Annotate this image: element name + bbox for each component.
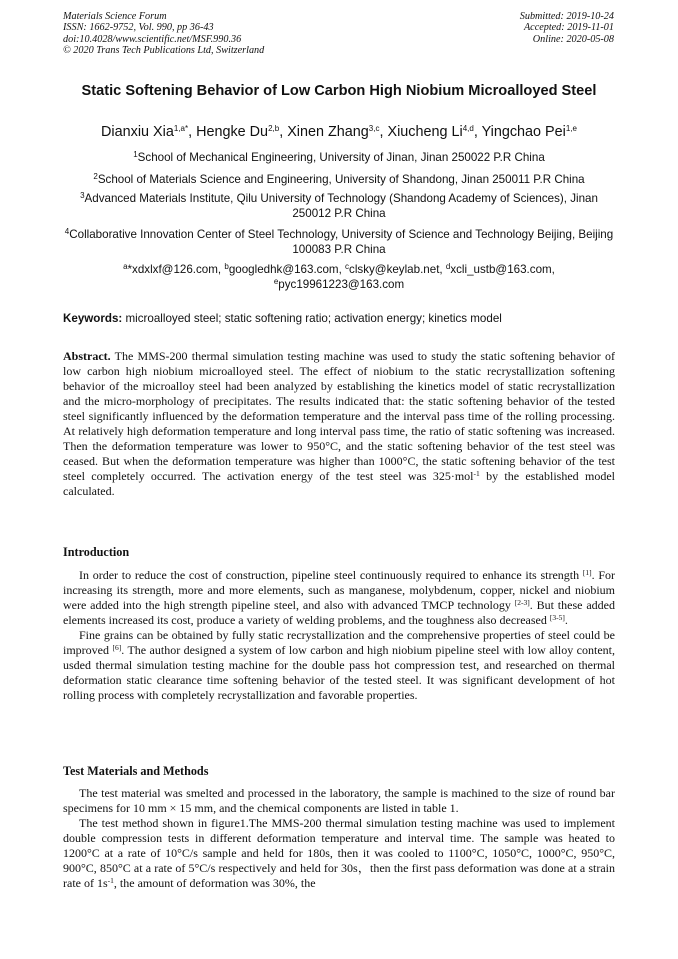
email-sup: e <box>273 276 279 286</box>
affiliation-sup: 3 <box>80 191 85 200</box>
affiliation-sup: 1 <box>133 150 138 159</box>
email-address: *xdxlxf@126.com <box>127 263 218 276</box>
citation-sup: [3-5] <box>549 612 565 622</box>
affiliation-sup: 2 <box>93 172 98 181</box>
affiliation <box>63 192 615 221</box>
accepted-date: Accepted: 2019-11-01 <box>523 22 614 34</box>
journal-name: Materials Science Forum <box>63 11 167 22</box>
affiliation-sup: 4 <box>64 227 70 236</box>
affiliation-text: Collaborative Innovation Center of Steel Technology, University of Science and Technology Beijing, Beijing 100083 P.R China <box>69 228 614 256</box>
citation-sup: [6] <box>112 642 122 652</box>
abstract-label: Abstract. <box>63 349 111 363</box>
introduction-paragraph <box>63 628 615 703</box>
paragraph-text: . But these added elements increased its cost, produce a variety of welding problems, and the toughness also decreased <box>63 597 615 627</box>
paragraph-text: . The author designed a system of low carbon and high niobium pipeline steel with low alloy content, usded thermal simulation testing machine for the double pass hot compression test, and researched on thermal deformation static clearance time softening behavior of the tested steel. It was significant development of hot rolling process with completely recrystallization and favorable properties. <box>63 642 615 702</box>
journal-doi: doi:10.4028/www.scientific.net/MSF.990.36 <box>63 33 242 45</box>
journal-issn: ISSN: 1662-9752, Vol. 990, pp 36-43 <box>63 22 214 34</box>
author-sup: 4,d <box>462 124 474 133</box>
author-name: Xiucheng Li <box>387 124 463 140</box>
author-name: Xinen Zhang <box>287 124 369 140</box>
introduction-heading: Introduction <box>63 545 130 559</box>
paragraph-text: , the amount of deformation was 30%, the <box>113 875 316 890</box>
methods-heading: Test Materials and Methods <box>63 764 209 778</box>
author-sup: 1,e <box>565 124 577 133</box>
paragraph-text: Fine grains can be obtained by fully static recrystallization and the comprehensive properties of steel could be improved <box>63 627 615 657</box>
abstract-sup: -1 <box>473 468 480 478</box>
methods-paragraph <box>63 816 615 891</box>
citation-sup: [1] <box>582 568 592 577</box>
paragraph-text: The test material was smelted and processed in the laboratory, the sample is machined to the size of round bar specimens for 10 mm × 15 mm, and the chemical components are listed in table 1. <box>63 786 615 815</box>
email-list: $^a$*xdxlxf@126.com, $^b$googledhk@163.com, $^c$clsky@keylab.net, $^d$xcli_ustb@163.com, $^e$pyc19961223@163.com <box>123 262 555 291</box>
email-address: googledhk@163.com <box>228 263 339 276</box>
email-address: pyc19961223@163.com <box>278 277 405 291</box>
email-address: xcli_ustb@163.com <box>450 263 552 276</box>
author-name: Hengke Du <box>196 124 269 140</box>
email-sup: c <box>345 262 350 271</box>
affiliation <box>63 151 615 166</box>
journal-copyright: © 2020 Trans Tech Publications Ltd, Switzerland <box>63 45 265 57</box>
paragraph-text: In order to reduce the cost of construction, pipeline steel continuously required to enhance its strength <box>79 568 583 582</box>
introduction-section <box>63 568 615 703</box>
affiliation <box>63 173 615 188</box>
affiliation-text: School of Mechanical Engineering, University of Jinan, Jinan 250022 P.R China <box>137 151 545 164</box>
abstract-text: The MMS-200 thermal simulation testing machine was used to study the static softening behavior of low carbon high niobium microalloyed steel. The effect of niobium to the static recrystallization softening behavior of the microalloy steel had been analyzed by establishing the kinetics model of static recrystallization and the micro-morphology of precipitates. The results indicated that: the static softening behavior of the tested steel significantly influenced by the deformation temperature and the interval pass time of the rolling processing. At relatively high deformation temperature and long interval pass time, the ratio of static softening was increased. Then the deformation temperature was lower to 950°C, and the static softening behavior of the test steel was ceased. But when the deformation temperature was higher than 1000°C, the static softening behavior of the test steel completely occurred. The activation energy of the test steel was 325·mol <box>63 349 615 483</box>
keywords <box>63 312 615 326</box>
email-address: clsky@keylab.net <box>349 263 440 276</box>
author-sup: 1,a* <box>173 124 189 133</box>
paper-title: Static Softening Behavior of Low Carbon High Niobium Microalloyed Steel <box>81 83 597 99</box>
author-name: Dianxiu Xia <box>101 124 174 140</box>
affiliation-text: School of Materials Science and Engineering, University of Shandong, Jinan 250011 P.R China <box>97 173 585 186</box>
email-sup: a <box>123 262 128 271</box>
journal-info <box>63 11 264 57</box>
author-name: Yingchao Pei <box>481 124 566 140</box>
methods-section <box>63 786 615 891</box>
introduction-paragraph <box>63 568 615 628</box>
author-sup: 3,c <box>368 124 380 133</box>
paragraph-text: . <box>564 612 568 627</box>
email-sup: d <box>445 262 451 271</box>
author-sup: 2,b <box>268 124 280 133</box>
abstract <box>63 349 615 499</box>
online-date: Online: 2020-05-08 <box>532 33 614 45</box>
keywords-text: microalloyed steel; static softening ratio; activation energy; kinetics model <box>125 312 502 325</box>
email-sup: b <box>224 262 229 271</box>
abstract-tail: by the established model calculated. <box>63 468 615 498</box>
methods-paragraph <box>63 786 615 816</box>
keywords-label: Keywords: <box>63 312 123 325</box>
author-list: Dianxiu Xia$^{1,a*}$, Hengke Du$^{2,b}$, Xinen Zhang$^{3,c}$, Xiucheng Li$^{4,d}$, Yingchao Pei$^{1,e}$ <box>101 124 577 140</box>
affiliation-text: Advanced Materials Institute, Qilu University of Technology (Shandong Academy of Sciences), Jinan 250012 P.R China <box>84 192 598 220</box>
paragraph-text: The test method shown in figure1.The MMS-200 thermal simulation testing machine was used to implement double compression tests in different deformation temperature and interval time. The sample was heated to 1200°C at a rate of 10°C/s sample and held for 180s, then it was cooled to 1100°C, 1050°C, 1000°C, 950°C, 900°C, 850°C at a rate of 5°C/s respectively and held for 30s，then the first pass deformation was done at a strain rate of 1s <box>63 815 615 890</box>
submitted-date: Submitted: 2019-10-24 <box>519 11 614 22</box>
citation-sup: -1 <box>107 875 114 885</box>
paragraph-text: . For increasing its strength, more and more elements, such as manganese, molybdenum, copper, nickel and niobium were added into the high strength pipeline steel, and also with advanced TMCP technology <box>63 568 616 612</box>
affiliation <box>63 228 615 257</box>
citation-sup: [2-3] <box>514 597 530 607</box>
submission-dates <box>520 11 614 45</box>
